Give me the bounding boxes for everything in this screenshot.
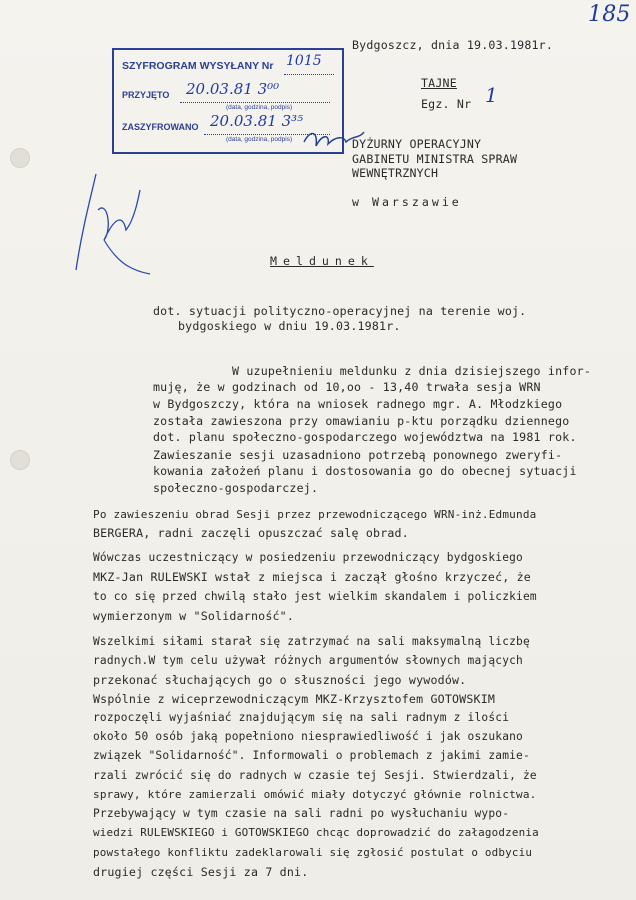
body-line: Przebywający w tym czasie na sali radni po wysłuchaniu wypo- <box>93 807 510 820</box>
body-line: wiedzi RULEWSKIEGO i GOTOWSKIEGO chcąc doprowadzić do załagodzenia <box>93 826 539 839</box>
body-line: przekonać słuchających go o słuszności jego wywodów. <box>93 673 467 687</box>
body-line: związek "Solidarność". Informowali o problemach z jakimi zamie- <box>93 749 530 762</box>
subject-line-2: bydgoskiego w dniu 19.03.1981r. <box>178 319 401 333</box>
handwritten-signature <box>68 170 158 280</box>
body-line: społeczno-gospodarczej. <box>153 481 319 495</box>
body-line: Wszelkimi siłami starał się zatrzymać na sali maksymalną liczbę <box>93 635 530 648</box>
body-line: Wówczas uczestniczący w posiedzeniu przewodniczący bydgoskiego <box>93 551 523 564</box>
addressee-line-2: GABINETU MINISTRA SPRAW <box>352 152 518 166</box>
body-line: drugiej części Sesji za 7 dni. <box>93 865 309 879</box>
body-line: w Bydgoszczy, która na wniosek radnego mgr. A. Młodzkiego <box>153 397 563 411</box>
stamp-encrypted-label: ZASZYFROWANO <box>122 122 199 132</box>
stamp-received-hint: (data, godzina, podpis) <box>226 104 293 111</box>
stamp-number: 1015 <box>286 53 322 69</box>
body-line: rozpoczęli wyjaśniać znajdującym się na sali radnym z ilości <box>93 711 510 724</box>
document-title: Meldunek <box>270 254 374 268</box>
body-line: muję, że w godzinach od 10,oo - 13,40 trwała sesja WRN <box>153 380 541 394</box>
date-line: Bydgoszcz, dnia 19.03.1981r. <box>352 38 554 52</box>
stamp-received-label: PRZYJĘTO <box>122 90 170 100</box>
page-number: 185 <box>588 2 631 27</box>
classification: TAJNE <box>421 76 457 90</box>
body-line: rzali zwrócić się do radnych w czasie tej Sesji. Stwierdzali, że <box>93 769 537 782</box>
body-line: Wspólnie z wiceprzewodniczącym MKZ-Krzysztofem GOTOWSKIM <box>93 692 496 706</box>
stamp-received-value: 20.03.81 3⁰⁰ <box>186 80 280 98</box>
body-line: BERGERA, radni zaczęli opuszczać salę obrad. <box>93 526 409 540</box>
punch-hole <box>10 450 30 470</box>
body-line: wymierzonym w "Solidarność". <box>93 609 295 623</box>
addressee-line-3: WEWNĘTRZNYCH <box>352 166 439 180</box>
stamp-title: SZYFROGRAM WYSYŁANY Nr <box>122 60 274 72</box>
stamp-encrypted-hint: (data, godzina, podpis) <box>226 136 293 143</box>
body-line: Zawieszanie sesji uzasadniono potrzebą ponownego zweryfi- <box>153 448 563 462</box>
copy-label: Egz. Nr <box>421 97 472 111</box>
body-line: MKZ-Jan RULEWSKI wstał z miejsca i zaczął głośno krzyczeć, że <box>93 570 531 584</box>
punch-hole <box>10 148 30 168</box>
body-line: kowania założeń planu i dostosowania go do obecnej sytuacji <box>153 464 577 478</box>
addressee-line-1: DYŻURNY OPERACYJNY <box>352 137 482 151</box>
body-line: Po zawieszeniu obrad Sesji przez przewodniczącego WRN-inż.Edmunda <box>93 508 537 521</box>
body-line: dot. planu społeczno-gospodarczego województwa na 1981 rok. <box>153 430 577 444</box>
body-line: około 50 osób jaką popełniono niesprawiedliwość i jak oszukano <box>93 730 523 743</box>
addressee-city: w Warszawie <box>352 195 462 209</box>
copy-number: 1 <box>485 83 498 107</box>
stamp-encrypted-value: 20.03.81 3³⁵ <box>210 112 304 130</box>
body-line: powstałego konfliktu zadeklarowali się zgłosić postulat o odbyciu <box>93 846 533 859</box>
body-line: sprawy, które zamierzali omówić miały dotyczyć głównie rolnictwa. <box>93 788 537 801</box>
body-line: to co się przed chwilą stało jest wielkim skandalem i policzkiem <box>93 590 537 603</box>
body-line: W uzupełnieniu meldunku z dnia dzisiejszego infor- <box>232 364 592 378</box>
subject-line-1: dot. sytuacji polityczno-operacyjnej na terenie woj. <box>153 304 527 318</box>
body-line: została zawieszona przy omawianiu p-ktu porządku dziennego <box>153 414 570 428</box>
body-line: radnych.W tym celu używał różnych argumentów słownych mających <box>93 654 523 667</box>
